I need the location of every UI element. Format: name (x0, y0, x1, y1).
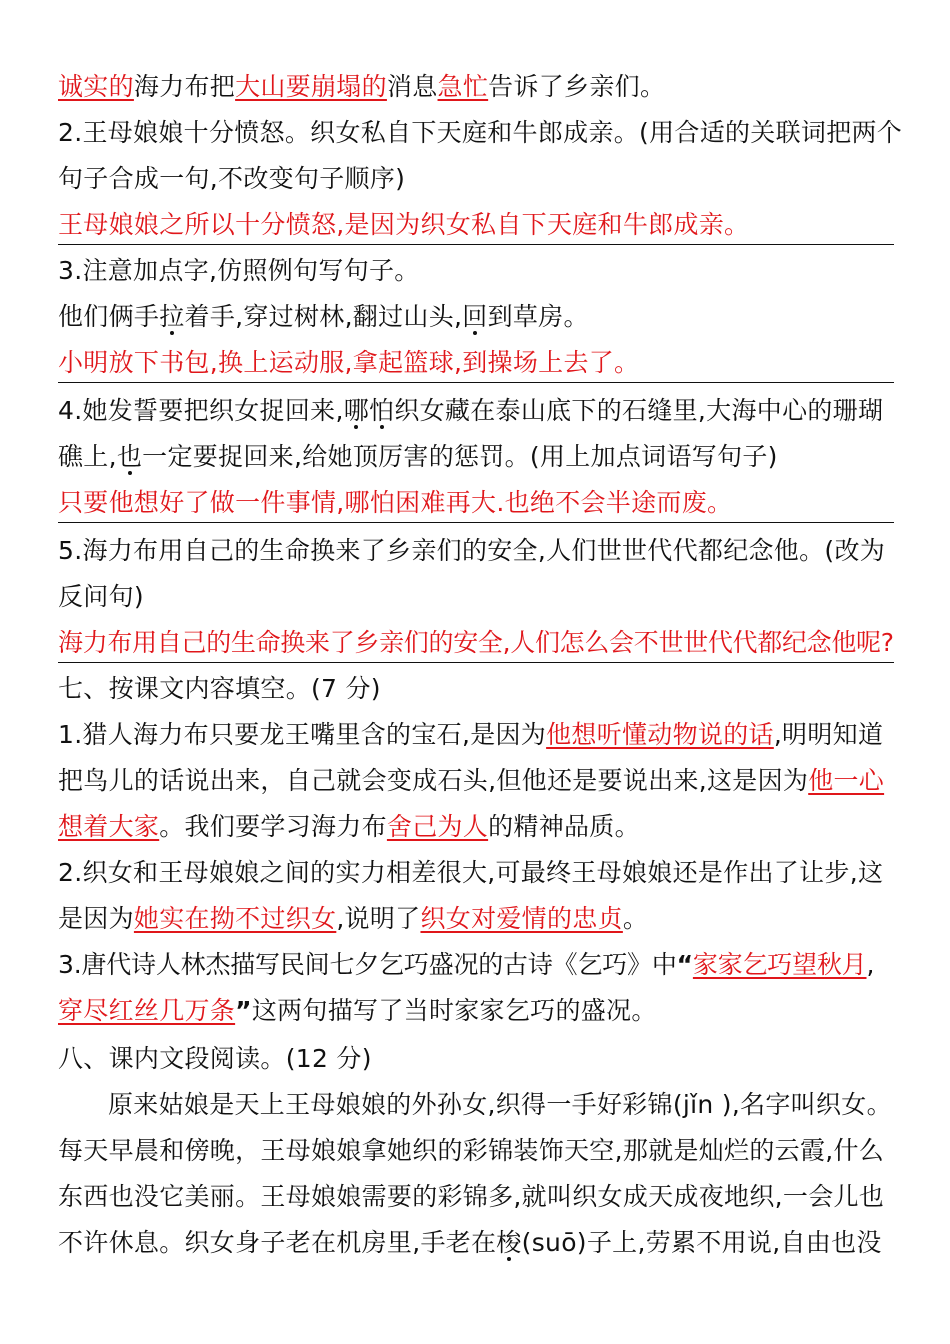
question-4-line1: 4.她发誓要把织女捉回来,哪怕织女藏在泰山底下的石缝里,大海中心的珊瑚 (58, 396, 884, 425)
question-2-answer: 王母娘娘之所以十分愤怒,是因为织女私自下天庭和牛郎成亲。 (58, 208, 894, 245)
question-5-line2: 反问句) (58, 582, 144, 611)
reading-passage-line3: 东西也没它美丽。王母娘娘需要的彩锦多,就叫织女成天成夜地织,一会儿也 (58, 1182, 885, 1211)
dotted-char: 回 (462, 302, 488, 331)
reading-passage-line4: 不许休息。织女身子老在机房里,手老在梭(suō)子上,劳累不用说,自由也没 (58, 1228, 882, 1257)
question-3-answer: 小明放下书包,换上运动服,拿起篮球,到操场上去了。 (58, 346, 894, 383)
answer-fill: 想着大家 (58, 812, 160, 841)
answer-fill: 穿尽红丝几万条 (58, 996, 236, 1025)
answer-fill: 舍己为人 (386, 812, 489, 841)
answer-fill: 大山要崩塌的 (235, 72, 387, 101)
question-3-line1: 3.注意加点字,仿照例句写句子。 (58, 256, 420, 285)
section-7-title: 七、按课文内容填空。(7 分) (58, 674, 381, 703)
section-8-title: 八、课内文段阅读。(12 分) (58, 1044, 372, 1073)
answer-fill: 织女对爱情的忠贞 (420, 904, 623, 933)
answer-fill: 急忙 (437, 72, 489, 101)
section-7-item-3-line1: 3.唐代诗人林杰描写民间七夕乞巧盛况的古诗《乞巧》中“家家乞巧望秋月, (58, 950, 875, 979)
section-7-item-1-line2: 把鸟儿的话说出来，自己就会变成石头,但他还是要说出来,这是因为他一心 (58, 766, 885, 795)
question-2-line2: 句子合成一句,不改变句子顺序) (58, 164, 406, 193)
section-7-item-2-line1: 2.织女和王母娘娘之间的实力相差很大,可最终王母娘娘还是作出了让步,这 (58, 858, 884, 887)
dotted-char: 哪 (343, 396, 370, 425)
question-4-line2: 礁上,也一定要捉回来,给她顶厉害的惩罚。(用上加点词语写句子) (58, 442, 778, 471)
dotted-char: 怕 (369, 396, 395, 425)
answer-fill: 她实在拗不过织女 (133, 904, 337, 933)
answer-fill: 诚实的 (58, 72, 134, 101)
dotted-char: 梭 (496, 1228, 522, 1257)
section-7-item-1-line1: 1.猎人海力布只要龙王嘴里含的宝石,是因为他想听懂动物说的话,明明知道 (58, 720, 884, 749)
question-5-line1: 5.海力布用自己的生命换来了乡亲们的安全,人们世世代代都纪念他。(改为 (58, 536, 886, 565)
section-7-item-3-line2: 穿尽红丝几万条”这两句描写了当时家家乞巧的盛况。 (58, 996, 657, 1025)
section-7-item-2-line2: 是因为她实在拗不过织女,说明了织女对爱情的忠贞。 (58, 904, 649, 933)
answer-fill: 家家乞巧望秋月 (692, 950, 867, 979)
question-5-answer: 海力布用自己的生命换来了乡亲们的安全,人们怎么会不世世代代都纪念他呢? (58, 626, 894, 663)
section-7-item-1-line3: 想着大家。我们要学习海力布舍己为人的精神品质。 (58, 812, 640, 841)
answer-fill: 他想听懂动物说的话 (546, 720, 774, 749)
dotted-char: 也 (116, 442, 143, 471)
line-honest-hailibu: 诚实的海力布把大山要崩塌的消息急忙告诉了乡亲们。 (58, 72, 666, 101)
dotted-char: 拉 (159, 302, 185, 331)
reading-passage-line2: 每天早晨和傍晚，王母娘娘拿她织的彩锦装饰天空,那就是灿烂的云霞,什么 (58, 1136, 885, 1165)
question-2-line1: 2.王母娘娘十分愤怒。织女私自下天庭和牛郎成亲。(用合适的关联词把两个 (58, 118, 903, 147)
question-3-example: 他们俩手拉着手,穿过树林,翻过山头,回到草房。 (58, 302, 589, 331)
reading-passage-line1: 原来姑娘是天上王母娘娘的外孙女,织得一手好彩锦(jǐn ),名字叫织女。 (108, 1090, 892, 1119)
answer-fill: 他一心 (808, 766, 885, 795)
question-4-answer: 只要他想好了做一件事情,哪怕困难再大.也绝不会半途而废。 (58, 486, 894, 523)
